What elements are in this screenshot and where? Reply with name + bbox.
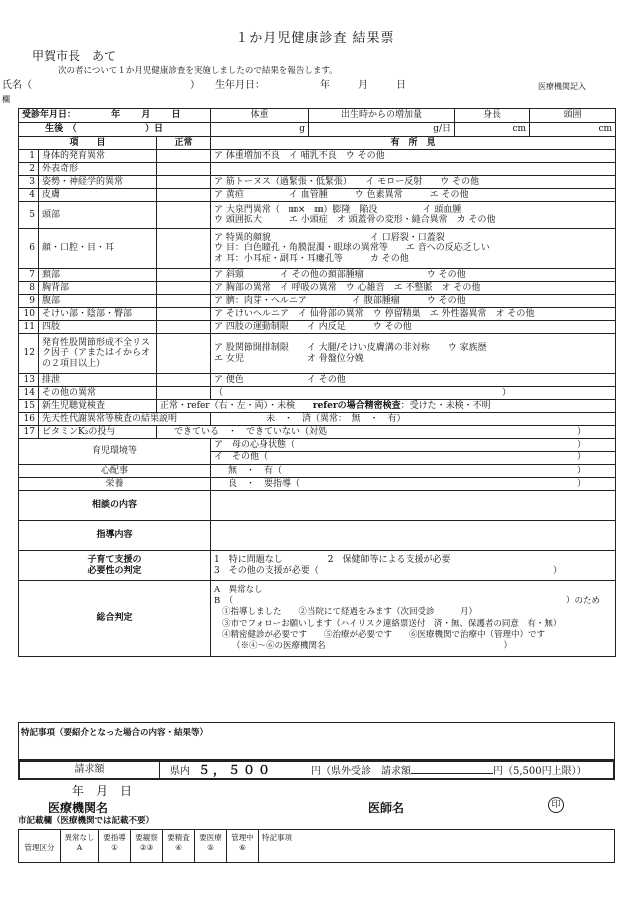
- exam-month-label: 月: [141, 110, 151, 121]
- gain-input[interactable]: g/日: [309, 123, 455, 137]
- item-row: [19, 189, 616, 202]
- finding-line: オ 耳：小耳症・副耳・耳瘻孔等 カ その他: [214, 253, 409, 264]
- metabolic-options: 未 ・ 済（異常： 無 ・ 有）: [266, 413, 406, 424]
- city-cell-label: 要観察: [135, 833, 158, 842]
- item-row: [19, 202, 616, 229]
- remarks-label: 特記事項（要紹介となった場合の内容・結果等）: [21, 728, 209, 738]
- finding-line: エ 女児 オ 骨盤位分娩: [214, 353, 364, 364]
- item-number: 2: [19, 163, 39, 176]
- item-normal-cell[interactable]: [157, 308, 211, 321]
- vitk-row: [19, 426, 616, 439]
- item-row: [19, 150, 616, 163]
- fee-outside-label: 円（県外受診 請求額: [311, 766, 412, 777]
- city-cell-code: ⑤: [207, 842, 214, 852]
- finding-line: ア 大泉門異常（ ㎜× ㎜）膨隆 陥没 イ 頭血腫: [214, 204, 462, 215]
- item-number: 12: [19, 334, 39, 374]
- age-close: ）日: [144, 124, 163, 135]
- item-findings[interactable]: ア 臍：肉芽・ヘルニア イ 腹部腫瘤 ウ その他: [211, 295, 616, 308]
- height-input[interactable]: cm: [455, 123, 530, 137]
- item-number: 5: [19, 202, 39, 229]
- item-number: 14: [19, 387, 39, 400]
- item-label: 排泄: [39, 374, 157, 387]
- item-number: 10: [19, 308, 39, 321]
- city-cell-code: ②③: [139, 842, 154, 852]
- guidance-label: 指導内容: [19, 521, 211, 551]
- hearing-row: [19, 400, 616, 413]
- env-row: [19, 439, 616, 465]
- env-label: 育児環境等: [19, 439, 211, 465]
- age-cell[interactable]: [19, 123, 211, 137]
- item-normal-cell[interactable]: [157, 321, 211, 334]
- item-normal-cell[interactable]: [157, 269, 211, 282]
- finding-line: ウ 頭囲拡大 エ 小頭症 オ 頭蓋骨の変形・縫合異常 カ その他: [214, 215, 496, 225]
- worry-label: 心配事: [19, 465, 211, 478]
- item-number: 11: [19, 321, 39, 334]
- exam-date-label: 受診年月日：: [22, 110, 77, 121]
- support-label-line: 子育て支援の: [87, 555, 142, 566]
- worry-options: 無 ・ 有（: [228, 465, 283, 476]
- item-label: 四肢: [39, 321, 157, 334]
- form-title: １か月児健康診査 結果票: [235, 31, 395, 46]
- item-label: 顔・口腔・目・耳: [39, 229, 157, 269]
- birth-month-label: 月: [358, 80, 368, 91]
- remarks-box[interactable]: [18, 722, 615, 760]
- item-normal-cell[interactable]: [157, 374, 211, 387]
- support-options: 1 特に問題なし 2 保健師等による支援が必要: [214, 555, 451, 566]
- item-row: [19, 308, 616, 321]
- item-findings[interactable]: [211, 202, 616, 229]
- column-header-row: [19, 137, 616, 150]
- consult-input[interactable]: [211, 491, 616, 521]
- support-label: [19, 551, 211, 581]
- worry-value[interactable]: [211, 465, 616, 478]
- item-label: その他の異常: [39, 387, 157, 400]
- item-number: 13: [19, 374, 39, 387]
- item-label: 胸背部: [39, 282, 157, 295]
- env-value[interactable]: [211, 439, 616, 465]
- hearing-value[interactable]: [157, 400, 616, 413]
- judgment-b-end: ）のため: [566, 596, 601, 607]
- finding-line: ア 特異的顔貌 イ 口唇裂・口蓋裂: [214, 232, 445, 243]
- hearing-label: 新生児聴覚検査: [39, 400, 157, 413]
- item-findings[interactable]: [211, 163, 616, 176]
- item-label: 皮膚: [39, 189, 157, 202]
- city-cell-category: [19, 830, 61, 863]
- fee-cap: 円（5,500円上限））: [493, 766, 587, 777]
- item-row: [19, 295, 616, 308]
- support-close: ）: [553, 565, 563, 576]
- item-findings[interactable]: ア 筋トーヌス（過緊張・低緊張） イ モロー反射 ウ その他: [211, 176, 616, 189]
- head-header: 頭囲: [530, 109, 616, 123]
- item-number: 17: [19, 426, 39, 439]
- item-column-header: 項 目: [19, 137, 157, 150]
- item-number: 15: [19, 400, 39, 413]
- env-close: ）: [577, 439, 587, 450]
- support-value[interactable]: [211, 551, 616, 581]
- head-input[interactable]: cm: [530, 123, 616, 137]
- item-findings[interactable]: ア 黄疸 イ 血管腫 ウ 色素異常 エ その他: [211, 189, 616, 202]
- judgment-option-1: ①指導しました ②当院にて経過をみます（次回受診 月）: [222, 607, 478, 618]
- city-cell-label: 要医療: [199, 833, 222, 842]
- name-close: ）: [190, 80, 200, 91]
- item-normal-cell[interactable]: [157, 163, 211, 176]
- item-number: 9: [19, 295, 39, 308]
- judgment-institution-label: （※④～⑥の医療機関名: [232, 640, 326, 651]
- exam-table: [18, 108, 616, 657]
- item-label: 頭部: [39, 202, 157, 229]
- nutrition-row: [19, 478, 616, 491]
- addressee: 甲賀市長 あて: [32, 49, 117, 63]
- item-row: [19, 282, 616, 295]
- metabolic-label: 先天性代謝異常等検査の結果説明: [39, 413, 211, 426]
- judgment-institution-close: ）: [503, 640, 513, 651]
- judgment-a: A 異常なし: [214, 585, 263, 596]
- item-label: 腹部: [39, 295, 157, 308]
- city-cell-label: 要精査: [167, 833, 190, 842]
- item-findings[interactable]: [211, 334, 616, 374]
- city-cell-label: 管理区分: [24, 842, 55, 852]
- judgment-label: 総合判定: [19, 581, 211, 657]
- guidance-row: [19, 521, 616, 551]
- worry-row: [19, 465, 616, 478]
- nutrition-value[interactable]: [211, 478, 616, 491]
- item-findings[interactable]: [211, 229, 616, 269]
- city-section-heading: 市記載欄（医療機関では記載不要）: [18, 816, 155, 826]
- fee-amount[interactable]: [170, 762, 587, 780]
- item-row: [19, 321, 616, 334]
- item-number: 16: [19, 413, 39, 426]
- city-cell-detail[interactable]: [163, 830, 195, 863]
- judgment-row: [19, 581, 616, 657]
- city-cell-code: ①: [111, 842, 118, 852]
- city-cell-a[interactable]: [61, 830, 99, 863]
- item-findings[interactable]: ア 斜頸 イ その他の頚部腫瘤 ウ その他: [211, 269, 616, 282]
- env-other: イ その他（: [214, 451, 269, 462]
- finding-line: ウ 目：白色瞳孔・角膜混濁・眼球の異常等 エ 音への反応乏しい: [214, 243, 490, 254]
- weight-input[interactable]: g: [211, 123, 309, 137]
- nutrition-label: 栄養: [19, 478, 211, 491]
- item-row: [19, 229, 616, 269]
- item-number: 8: [19, 282, 39, 295]
- exam-year-label: 年: [111, 110, 121, 121]
- city-cell-code: ④: [175, 842, 182, 852]
- item-normal-cell[interactable]: [157, 150, 211, 163]
- item-findings[interactable]: ア そけいヘルニア イ 仙骨部の異常 ウ 停留精巣 エ 外性器異常 オ その他: [211, 308, 616, 321]
- fee-row: [18, 760, 615, 780]
- item-normal-cell[interactable]: [157, 229, 211, 269]
- column-note: 欄: [2, 95, 10, 104]
- worry-close: ）: [577, 465, 587, 476]
- item-findings[interactable]: ア 体重増加不良 イ 哺乳不良 ウ その他: [211, 150, 616, 163]
- support-label-line: 必要性の判定: [87, 565, 142, 576]
- normal-column-header: 正常: [157, 137, 211, 150]
- exam-date-row: [19, 109, 616, 123]
- city-cell-label: 異常なし: [64, 833, 95, 842]
- item-label: 身体的発育異常: [39, 150, 157, 163]
- city-note-cell[interactable]: [259, 830, 615, 863]
- item-normal-cell[interactable]: [157, 387, 211, 400]
- item-number: 7: [19, 269, 39, 282]
- intro-text: 次の者について１か月児健康診査を実施しましたので結果を報告します。: [58, 66, 338, 76]
- item-number: 6: [19, 229, 39, 269]
- city-cell-label: 要指導: [103, 833, 126, 842]
- item-findings[interactable]: ア 四肢の運動制限 イ 内反足 ウ その他: [211, 321, 616, 334]
- consult-label: 相談の内容: [19, 491, 211, 521]
- item-normal-cell[interactable]: [157, 334, 211, 374]
- birth-day-label: 日: [396, 80, 406, 91]
- item-row: [19, 163, 616, 176]
- support-other: 3 その他の支援が必要（: [214, 565, 319, 576]
- fee-amount-value: ５，５００: [198, 763, 274, 777]
- nutrition-close: ）: [577, 478, 587, 489]
- findings-column-header: 有 所 見: [211, 137, 616, 150]
- doctor-name-label: 医師名: [368, 801, 405, 815]
- item-normal-cell[interactable]: [157, 295, 211, 308]
- item-row: [19, 176, 616, 189]
- fee-local-label: 県内: [170, 766, 190, 777]
- item-number: 1: [19, 150, 39, 163]
- age-label: 生後 （: [45, 124, 77, 135]
- item-normal-cell[interactable]: [157, 189, 211, 202]
- vitk-label: ビタミンK₂の投与: [39, 426, 157, 439]
- item-row: [19, 387, 616, 400]
- age-row: [19, 123, 616, 137]
- hearing-refer-label: referの場合精密検査: [312, 400, 401, 411]
- city-cell-code: ⑥: [239, 842, 246, 852]
- fee-label: 請求額: [20, 762, 160, 778]
- item-label: 頚部: [39, 269, 157, 282]
- judgment-option-4: ④精密健診が必要です ⑤治療が必要です ⑥医療機関で治療中（管理中）です: [222, 629, 546, 640]
- birthdate-label: 生年月日：: [215, 80, 265, 91]
- judgment-value[interactable]: [211, 581, 616, 657]
- city-cell-label: 管理中: [231, 833, 254, 842]
- judgment-option-3: ③市でフォローお願いします（ハイリスク連絡票送付 済・無、保護者の同意 有・無）: [222, 618, 562, 629]
- city-management-table: [18, 829, 615, 863]
- institution-note: 医療機関記入: [538, 82, 586, 91]
- hearing-refer-options: ：受けた・未検・不明: [400, 400, 491, 411]
- item-row: [19, 269, 616, 282]
- name-label: 氏名（: [2, 80, 32, 91]
- city-note-label: 特記事項: [262, 833, 292, 842]
- city-cell-medical[interactable]: [195, 830, 227, 863]
- vitk-options: できている ・ できていない（対処: [174, 426, 328, 437]
- item-normal-cell[interactable]: [157, 176, 211, 189]
- birth-year-label: 年: [320, 80, 330, 91]
- city-cell-code: A: [76, 842, 83, 852]
- city-cell-observe[interactable]: [131, 830, 163, 863]
- city-cell-guidance[interactable]: [99, 830, 131, 863]
- gain-header: 出生時からの増加量: [309, 109, 455, 123]
- hearing-options: 正常・refer（右・左・両）・未検: [160, 400, 296, 411]
- item-normal-cell[interactable]: [157, 282, 211, 295]
- finding-line: ア 股関節開排制限 イ 大腿/そけい皮膚溝の非対称 ウ 家族歴: [214, 343, 487, 354]
- item-number: 3: [19, 176, 39, 189]
- item-label: 発育性股関節形成不全リスク因子（アまたはイからオの２項目以上）: [39, 334, 157, 374]
- consult-row: [19, 491, 616, 521]
- item-label: そけい部・陰部・臀部: [39, 308, 157, 321]
- city-cell-managed[interactable]: [227, 830, 259, 863]
- support-row: [19, 551, 616, 581]
- metabolic-row: [19, 413, 616, 426]
- exam-day-label: 日: [171, 110, 181, 121]
- item-number: 4: [19, 189, 39, 202]
- metabolic-value[interactable]: [211, 413, 616, 426]
- item-findings[interactable]: ア 便色 イ その他: [211, 374, 616, 387]
- height-header: 身長: [455, 109, 530, 123]
- item-normal-cell[interactable]: [157, 202, 211, 229]
- nutrition-options: 良 ・ 要指導（: [228, 478, 301, 489]
- item-findings[interactable]: ア 胸部の異常 イ 呼吸の異常 ウ 心雑音 エ 不整脈 オ その他: [211, 282, 616, 295]
- exam-date-cell[interactable]: [19, 109, 211, 123]
- item-label: 外表奇形: [39, 163, 157, 176]
- weight-header: 体重: [211, 109, 309, 123]
- vitk-close: ）: [577, 426, 587, 437]
- judgment-b: B （: [214, 596, 234, 607]
- item-row: [19, 374, 616, 387]
- item-label: 姿勢・神経学的異常: [39, 176, 157, 189]
- item-findings[interactable]: （ ）: [211, 387, 616, 400]
- institution-name-label: 医療機関名: [48, 801, 109, 815]
- seal-icon: 印: [548, 797, 564, 813]
- guidance-input[interactable]: [211, 521, 616, 551]
- report-date[interactable]: 年 月 日: [72, 784, 133, 798]
- env-mother: ア 母の心身状態（: [214, 439, 296, 450]
- item-row: [19, 334, 616, 374]
- env-close: ）: [577, 451, 587, 462]
- vitk-value[interactable]: [157, 426, 616, 439]
